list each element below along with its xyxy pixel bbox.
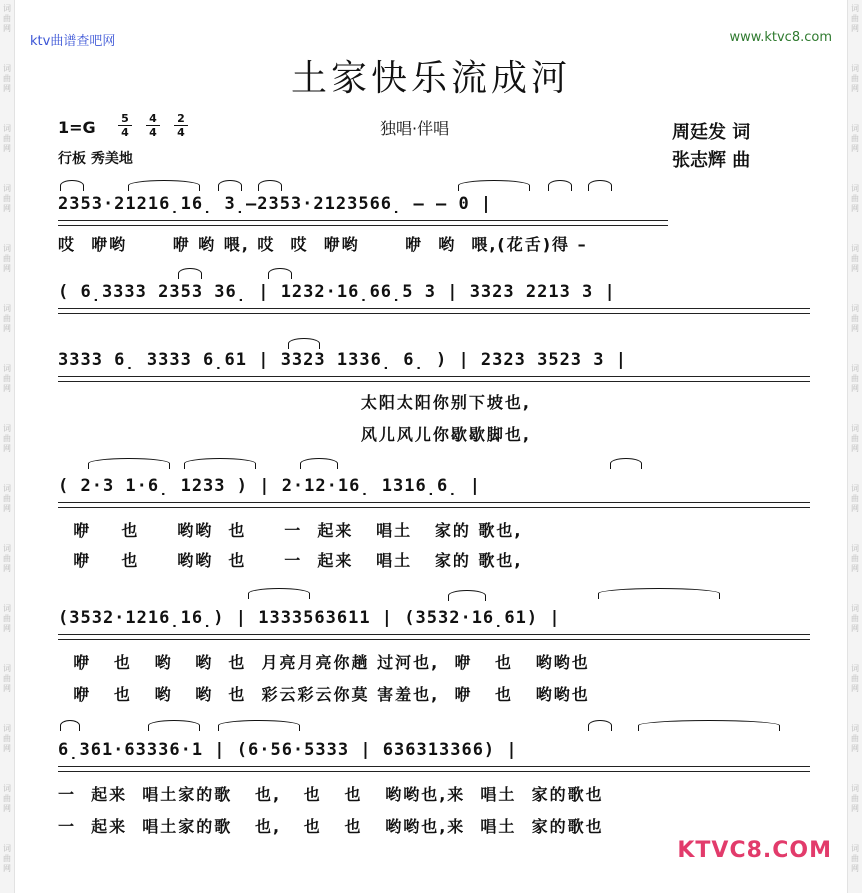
song-title: 土家快乐流成河 <box>290 58 571 99</box>
side-watermark-text: 词曲网 <box>851 604 859 633</box>
side-watermark-text: 词曲网 <box>851 304 859 333</box>
side-watermark-text: 词曲网 <box>3 844 11 873</box>
slur <box>300 458 338 469</box>
lyric-line-1: 咿 也 哟哟 也 一 起来 唱土 家的 歌也, <box>58 521 523 540</box>
score-row-6 <box>58 720 810 840</box>
ktvc8-logo-watermark: KTVC8.COM <box>677 838 832 863</box>
score-row-2 <box>58 268 810 328</box>
site-name-left: ktv曲谱查吧网 <box>30 34 116 49</box>
side-watermark-text: 词曲网 <box>851 484 859 513</box>
beam-underline <box>58 634 810 640</box>
slur <box>288 338 320 349</box>
slur <box>610 458 642 469</box>
slur <box>218 720 300 731</box>
notation-line: 6̣361·63336·1 | (6·56·5333 | 636313366) | <box>58 740 518 760</box>
side-watermark-text: 词曲网 <box>851 4 859 33</box>
side-watermark-text: 词曲网 <box>3 604 11 633</box>
slur <box>128 180 200 191</box>
notation-line: ( 6̣3333 2353 36̣ | 1232·16̣66̣5 3 | 3323 2213 3 | <box>58 282 616 302</box>
lyric-line-1: 咿 也 哟 哟 也 月亮月亮你趟 过河也, 咿 也 哟哟也 <box>58 653 590 672</box>
slur <box>88 458 170 469</box>
lyric-line-1: 太阳太阳你别下坡也, <box>58 393 531 412</box>
notation-line: 2353·21216̣16̣ 3̣–2353·2123566̣ – – 0 | <box>58 194 493 214</box>
beam-underline <box>58 502 810 508</box>
notation-line: 3333 6̣ 3333 6̣61 | 3323 1336̣ 6̣ ) | 2323 3523 3 | <box>58 350 627 370</box>
lyric-line-2: 一 起来 唱土家的歌 也, 也 也 哟哟也,来 唱土 家的歌也 <box>58 817 604 836</box>
site-url-right: www.ktvc8.com <box>729 30 832 45</box>
lyric-line-2: 咿 也 哟哟 也 一 起来 唱土 家的 歌也, <box>58 551 523 570</box>
side-watermark-text: 词曲网 <box>851 184 859 213</box>
side-watermark-text: 词曲网 <box>3 784 11 813</box>
slur <box>638 720 780 731</box>
side-watermark-text: 词曲网 <box>3 244 11 273</box>
lyric-line-2: 咿 也 哟 哟 也 彩云彩云你莫 害羞也, 咿 也 哟哟也 <box>58 685 590 704</box>
slur <box>148 720 200 731</box>
side-watermark-text: 词曲网 <box>3 724 11 753</box>
side-watermark-text: 词曲网 <box>851 544 859 573</box>
left-watermark-strip <box>0 0 15 893</box>
side-watermark-text: 词曲网 <box>3 4 11 33</box>
side-watermark-text: 词曲网 <box>851 124 859 153</box>
slur <box>458 180 530 191</box>
score-row-1 <box>58 180 810 260</box>
side-watermark-text: 词曲网 <box>3 304 11 333</box>
slur <box>178 268 202 279</box>
key-signature: 1=G <box>58 118 96 137</box>
slur <box>60 720 80 731</box>
slur <box>218 180 242 191</box>
notation-line: (3532·1216̣16̣) | 1333563611 | (3532·16̣61) | <box>58 608 561 628</box>
side-watermark-text: 词曲网 <box>3 184 11 213</box>
time-signature-1: $\frac{5}{4}$ <box>118 112 132 139</box>
slur <box>60 180 84 191</box>
lyric-line-2: 风儿风儿你歇歇脚也, <box>58 425 531 444</box>
lyric-line-1: 哎 咿哟 咿 哟 喂, 哎 哎 咿哟 咿 哟 喂,(花舌)得 – <box>58 235 596 254</box>
side-watermark-text: 词曲网 <box>3 364 11 393</box>
score-row-3 <box>58 338 810 448</box>
tempo-marking: 行板 秀美地 <box>58 151 133 167</box>
side-watermark-text: 词曲网 <box>3 664 11 693</box>
slur <box>598 588 720 599</box>
beam-underline <box>58 376 810 382</box>
side-watermark-text: 词曲网 <box>851 244 859 273</box>
notation-line: ( 2·3 1·6̣ 1233 ) | 2·12·16̣ 1316̣6̣ | <box>58 476 481 496</box>
slur <box>184 458 256 469</box>
side-watermark-text: 词曲网 <box>3 484 11 513</box>
time-signature-3: $\frac{2}{4}$ <box>174 112 188 139</box>
side-watermark-text: 词曲网 <box>3 544 11 573</box>
side-watermark-text: 词曲网 <box>3 424 11 453</box>
slur <box>548 180 572 191</box>
lyricist: 周廷发 词 <box>672 122 751 143</box>
side-watermark-text: 词曲网 <box>3 124 11 153</box>
score-row-4 <box>58 458 810 568</box>
side-watermark-text: 词曲网 <box>851 664 859 693</box>
beam-underline <box>58 766 810 772</box>
composer: 张志辉 曲 <box>672 150 751 171</box>
score-row-5 <box>58 588 810 703</box>
side-watermark-text: 词曲网 <box>851 364 859 393</box>
slur <box>448 590 486 601</box>
slur <box>258 180 282 191</box>
performance-style: 独唱·伴唱 <box>380 119 450 138</box>
slur <box>248 588 310 599</box>
side-watermark-text: 词曲网 <box>851 724 859 753</box>
beam-underline <box>58 220 668 226</box>
slur <box>588 180 612 191</box>
time-signature-2: $\frac{4}{4}$ <box>146 112 160 139</box>
side-watermark-text: 词曲网 <box>851 844 859 873</box>
lyric-line-1: 一 起来 唱土家的歌 也, 也 也 哟哟也,来 唱土 家的歌也 <box>58 785 604 804</box>
side-watermark-text: 词曲网 <box>851 64 859 93</box>
slur <box>268 268 292 279</box>
side-watermark-text: 词曲网 <box>3 64 11 93</box>
beam-underline <box>58 308 810 314</box>
side-watermark-text: 词曲网 <box>851 424 859 453</box>
right-watermark-strip <box>847 0 862 893</box>
side-watermark-text: 词曲网 <box>851 784 859 813</box>
slur <box>588 720 612 731</box>
